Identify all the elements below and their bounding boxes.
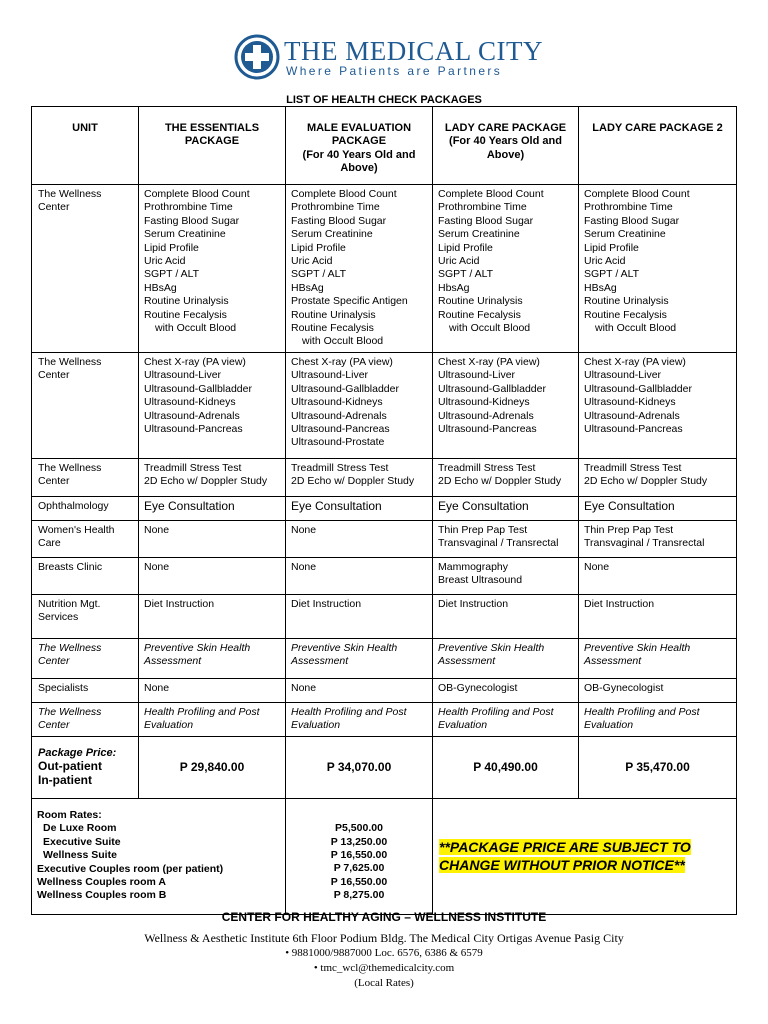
package-item: Ultrasound-Adrenals xyxy=(438,409,534,422)
package-item-cell xyxy=(139,678,286,702)
package-item: Health Profiling and Post xyxy=(291,705,407,718)
package-item-cell xyxy=(579,702,737,736)
package-item: Ultrasound-Pancreas xyxy=(144,422,243,435)
package-item: Diet Instruction xyxy=(438,597,509,610)
room-rate: P 16,550.00 xyxy=(330,875,388,888)
package-item: Uric Acid xyxy=(144,255,186,268)
package-item: HbsAg xyxy=(438,281,470,294)
header-row xyxy=(32,107,737,185)
package-item-cell xyxy=(433,458,579,496)
package-item-cell xyxy=(286,678,433,702)
header-line: PACKAGE xyxy=(184,135,240,148)
package-item: Routine Urinalysis xyxy=(144,295,229,308)
package-item-cell xyxy=(579,638,737,678)
package-item: Assessment xyxy=(291,655,349,668)
package-item: None xyxy=(291,681,317,694)
package-item-cell xyxy=(579,352,737,458)
header-essentials xyxy=(139,107,286,185)
package-item: Chest X-ray (PA view) xyxy=(144,355,246,368)
package-item: Complete Blood Count xyxy=(144,188,250,200)
package-item: Ultrasound-Pancreas xyxy=(291,422,390,435)
package-item: Evaluation xyxy=(584,719,634,732)
package-row xyxy=(32,520,737,557)
package-item: with Occult Blood xyxy=(449,322,531,335)
room-rate: P5,500.00 xyxy=(335,822,383,835)
unit-label: The Wellness xyxy=(38,641,102,654)
package-item-cell xyxy=(139,520,286,557)
package-item-cell xyxy=(579,594,737,638)
package-item: Treadmill Stress Test xyxy=(438,461,536,474)
unit-label: Specialists xyxy=(38,681,89,694)
room-label: Room Rates: xyxy=(37,808,102,821)
room-label: Executive Suite xyxy=(43,835,121,848)
room-rate xyxy=(291,809,427,822)
price-change-notice: **PACKAGE PRICE ARE SUBJECT TO CHANGE WITHOUT PRIOR NOTICE** xyxy=(439,838,691,874)
package-item: None xyxy=(291,560,317,573)
package-item: with Occult Blood xyxy=(155,322,237,335)
package-item-cell xyxy=(579,458,737,496)
unit-cell xyxy=(32,458,139,496)
package-item: SGPT / ALT xyxy=(291,268,347,281)
package-item: Chest X-ray (PA view) xyxy=(438,355,540,368)
package-item: Routine Fecalysis xyxy=(438,308,521,321)
package-row xyxy=(32,458,737,496)
package-row xyxy=(32,557,737,594)
price-row xyxy=(32,736,737,798)
package-item: 2D Echo w/ Doppler Study xyxy=(438,475,562,488)
unit-cell xyxy=(32,678,139,702)
header-lady-care-2 xyxy=(579,107,737,185)
package-item: Ultrasound-Gallbladder xyxy=(584,382,692,395)
footer-heading: CENTER FOR HEALTHY AGING – WELLNESS INSTITUTE xyxy=(221,910,547,924)
package-item: Prothrombine Time xyxy=(584,201,673,214)
unit-cell xyxy=(32,520,139,557)
unit-cell xyxy=(32,702,139,736)
unit-label: Nutrition Mgt. xyxy=(38,597,101,610)
package-item: Fasting Blood Sugar xyxy=(144,214,240,227)
brand-logo xyxy=(234,34,543,80)
package-item: Eye Consultation xyxy=(438,498,529,513)
package-item: Transvaginal / Transrectal xyxy=(438,537,559,550)
package-item: 2D Echo w/ Doppler Study xyxy=(584,475,708,488)
package-item-cell xyxy=(579,557,737,594)
package-price: P 35,470.00 xyxy=(579,736,737,798)
package-item: None xyxy=(144,523,170,536)
footer-address: Wellness & Aesthetic Institute 6th Floor Podium Bldg. The Medical City Ortigas Avenue Pasig City xyxy=(144,931,624,945)
package-item: Ultrasound-Liver xyxy=(438,369,516,382)
package-item: Ultrasound-Kidneys xyxy=(291,396,383,409)
package-price: P 40,490.00 xyxy=(433,736,579,798)
package-item: Diet Instruction xyxy=(291,597,362,610)
unit-label: The Wellness xyxy=(38,188,102,200)
price-label-cell xyxy=(32,736,139,798)
package-item: Preventive Skin Health xyxy=(144,641,251,654)
package-row xyxy=(32,496,737,520)
package-item: Health Profiling and Post xyxy=(584,705,700,718)
package-item: None xyxy=(584,560,610,573)
package-item: Serum Creatinine xyxy=(144,228,226,241)
package-item: Ultrasound-Liver xyxy=(291,369,369,382)
document-title: LIST OF HEALTH CHECK PACKAGES xyxy=(286,94,482,106)
package-item: Lipid Profile xyxy=(438,241,493,254)
unit-cell xyxy=(32,185,139,353)
package-item: Chest X-ray (PA view) xyxy=(584,355,686,368)
header-unit xyxy=(32,107,139,185)
package-item: Serum Creatinine xyxy=(438,228,520,241)
package-row xyxy=(32,352,737,458)
package-item-cell xyxy=(579,678,737,702)
package-item: Diet Instruction xyxy=(144,597,215,610)
package-item: 2D Echo w/ Doppler Study xyxy=(291,475,415,488)
header-line: LADY CARE PACKAGE 2 xyxy=(592,122,723,134)
package-item: Ultrasound-Adrenals xyxy=(584,409,680,422)
package-item: Treadmill Stress Test xyxy=(144,461,242,474)
package-item: Transvaginal / Transrectal xyxy=(584,537,705,550)
package-item-cell xyxy=(433,520,579,557)
package-item: SGPT / ALT xyxy=(438,268,494,281)
package-item: Lipid Profile xyxy=(291,241,346,254)
package-item: Treadmill Stress Test xyxy=(291,461,389,474)
header-male-evaluation xyxy=(286,107,433,185)
package-item-cell xyxy=(579,185,737,353)
package-item: Routine Urinalysis xyxy=(584,295,669,308)
header-line: THE ESSENTIALS xyxy=(164,122,260,134)
room-rates-values xyxy=(286,798,433,914)
footer-phone: • 9881000/9887000 Loc. 6576, 6386 & 6579 xyxy=(285,947,483,959)
package-item: SGPT / ALT xyxy=(584,268,640,281)
header-line: LADY CARE PACKAGE xyxy=(444,122,567,134)
package-item: Mammography xyxy=(438,560,509,573)
price-outpatient-label: Out-patient xyxy=(38,759,102,774)
room-rates-labels xyxy=(32,798,286,914)
room-rate: P 16,550.00 xyxy=(330,849,388,862)
package-item: None xyxy=(291,523,317,536)
package-item: Serum Creatinine xyxy=(584,228,666,241)
package-item-cell xyxy=(433,638,579,678)
package-item-cell xyxy=(286,352,433,458)
unit-cell xyxy=(32,557,139,594)
package-item: Ultrasound-Kidneys xyxy=(144,396,236,409)
header-unit-label: UNIT xyxy=(72,122,98,134)
package-item: Assessment xyxy=(584,655,642,668)
package-item: Complete Blood Count xyxy=(291,188,397,200)
package-item-cell xyxy=(433,594,579,638)
room-label: De Luxe Room xyxy=(43,822,117,835)
package-item: Uric Acid xyxy=(584,255,626,268)
package-item: Prothrombine Time xyxy=(438,201,527,214)
package-item-cell xyxy=(286,557,433,594)
package-item: Ultrasound-Gallbladder xyxy=(438,382,546,395)
package-item-cell xyxy=(139,702,286,736)
package-item: Ultrasound-Gallbladder xyxy=(144,382,252,395)
package-item: Health Profiling and Post xyxy=(144,705,260,718)
package-item-cell xyxy=(433,557,579,594)
package-item: Thin Prep Pap Test xyxy=(438,523,528,536)
package-item-cell xyxy=(286,594,433,638)
package-item-cell xyxy=(139,594,286,638)
package-item-cell xyxy=(139,352,286,458)
package-item: Preventive Skin Health xyxy=(438,641,545,654)
brand-name: THE MEDICAL CITY xyxy=(284,36,543,66)
price-label: Package Price: xyxy=(38,746,117,759)
package-item: Preventive Skin Health xyxy=(291,641,398,654)
medical-cross-logo-icon xyxy=(234,34,280,80)
package-item-cell xyxy=(286,638,433,678)
footer-note: (Local Rates) xyxy=(354,977,414,989)
unit-label: Center xyxy=(38,201,70,214)
package-item: with Occult Blood xyxy=(302,335,384,348)
package-item: Ultrasound-Adrenals xyxy=(291,409,387,422)
package-row xyxy=(32,702,737,736)
header-line: PACKAGE xyxy=(331,135,387,148)
package-item: Ultrasound-Liver xyxy=(584,369,662,382)
package-item-cell xyxy=(433,496,579,520)
package-item-cell xyxy=(286,702,433,736)
package-item-cell xyxy=(139,458,286,496)
package-item: Prostate Specific Antigen xyxy=(291,295,408,308)
unit-cell xyxy=(32,496,139,520)
package-item: Routine Urinalysis xyxy=(438,295,523,308)
package-item: Routine Fecalysis xyxy=(584,308,667,321)
room-rate: P 13,250.00 xyxy=(330,835,388,848)
room-label: Executive Couples room (per patient) xyxy=(37,862,224,875)
package-item-cell xyxy=(433,352,579,458)
package-item: Complete Blood Count xyxy=(584,188,690,200)
package-item: Complete Blood Count xyxy=(438,188,544,200)
package-item: Chest X-ray (PA view) xyxy=(291,355,393,368)
package-item: Eye Consultation xyxy=(584,498,675,513)
unit-label: Center xyxy=(38,369,70,382)
package-item: Fasting Blood Sugar xyxy=(438,214,534,227)
package-item: Ultrasound-Liver xyxy=(144,369,222,382)
unit-cell xyxy=(32,594,139,638)
package-item: Uric Acid xyxy=(291,255,333,268)
package-price: P 34,070.00 xyxy=(286,736,433,798)
package-item: HBsAg xyxy=(144,281,177,294)
unit-label: Breasts Clinic xyxy=(38,560,103,573)
brand-tagline: Where Patients are Partners xyxy=(286,64,503,78)
package-item: Ultrasound-Pancreas xyxy=(584,422,683,435)
package-item: Evaluation xyxy=(291,719,341,732)
header-line: Above) xyxy=(340,162,378,175)
package-item-cell xyxy=(579,520,737,557)
package-price: P 29,840.00 xyxy=(139,736,286,798)
package-item-cell xyxy=(286,185,433,353)
package-item-cell xyxy=(433,185,579,353)
header-line: Above) xyxy=(486,148,525,161)
package-item: Evaluation xyxy=(438,719,488,732)
package-item: SGPT / ALT xyxy=(144,268,200,281)
unit-label: The Wellness xyxy=(38,705,102,718)
package-item: Routine Urinalysis xyxy=(291,308,376,321)
package-item: 2D Echo w/ Doppler Study xyxy=(144,475,268,488)
package-item: Ultrasound-Kidneys xyxy=(438,396,530,409)
package-item: Uric Acid xyxy=(438,255,480,268)
package-row xyxy=(32,594,737,638)
unit-label: Center xyxy=(38,719,70,732)
footer-email: • tmc_wcl@themedicalcity.com xyxy=(313,962,455,974)
package-item: OB-Gynecologist xyxy=(438,681,518,694)
package-item: Treadmill Stress Test xyxy=(584,461,682,474)
room-label: Wellness Couples room A xyxy=(37,875,166,888)
package-item: OB-Gynecologist xyxy=(584,681,664,694)
package-item-cell xyxy=(286,520,433,557)
package-item-cell xyxy=(139,638,286,678)
room-rates-row xyxy=(32,798,737,914)
package-item: Health Profiling and Post xyxy=(438,705,554,718)
unit-label: The Wellness xyxy=(38,461,102,474)
package-item: Lipid Profile xyxy=(584,241,639,254)
package-item: Thin Prep Pap Test xyxy=(584,523,674,536)
package-item: Lipid Profile xyxy=(144,241,199,254)
unit-label: Services xyxy=(38,611,79,624)
package-item: Fasting Blood Sugar xyxy=(584,214,680,227)
room-rate: P 7,625.00 xyxy=(333,862,385,875)
packages-table xyxy=(31,106,737,915)
package-item: Ultrasound-Gallbladder xyxy=(291,382,399,395)
package-item: Assessment xyxy=(438,655,496,668)
package-item: Diet Instruction xyxy=(584,597,655,610)
package-item: None xyxy=(144,560,170,573)
package-item-cell xyxy=(286,496,433,520)
package-item: HBsAg xyxy=(291,281,324,294)
package-row xyxy=(32,185,737,353)
package-item-cell xyxy=(433,678,579,702)
room-rate: P 8,275.00 xyxy=(333,889,385,902)
price-inpatient-label: In-patient xyxy=(38,772,92,787)
package-item-cell xyxy=(433,702,579,736)
package-item: Prothrombine Time xyxy=(144,201,233,214)
package-item: Ultrasound-Prostate xyxy=(291,436,385,449)
room-label: Wellness Couples room B xyxy=(37,889,167,902)
package-item: Ultrasound-Adrenals xyxy=(144,409,240,422)
package-item-cell xyxy=(139,185,286,353)
package-item: HBsAg xyxy=(584,281,617,294)
unit-label: Center xyxy=(38,475,70,488)
unit-label: Center xyxy=(38,655,70,668)
package-item: None xyxy=(144,681,170,694)
package-item: Serum Creatinine xyxy=(291,228,373,241)
package-item: Prothrombine Time xyxy=(291,201,380,214)
package-item: Evaluation xyxy=(144,719,194,732)
room-label: Wellness Suite xyxy=(43,849,117,862)
package-item-cell xyxy=(139,557,286,594)
package-row xyxy=(32,638,737,678)
package-item: Fasting Blood Sugar xyxy=(291,214,387,227)
package-item: Eye Consultation xyxy=(144,498,235,513)
unit-label: Care xyxy=(38,537,61,550)
unit-label: Women's Health xyxy=(38,523,115,536)
unit-cell xyxy=(32,638,139,678)
header-lady-care xyxy=(433,107,579,185)
package-item: Breast Ultrasound xyxy=(438,574,523,587)
package-item: Routine Fecalysis xyxy=(144,308,227,321)
package-item: Ultrasound-Kidneys xyxy=(584,396,676,409)
package-item: with Occult Blood xyxy=(595,322,677,335)
package-item: Ultrasound-Pancreas xyxy=(438,422,537,435)
package-item-cell xyxy=(286,458,433,496)
unit-label: Ophthalmology xyxy=(38,499,109,512)
header-line: (For 40 Years Old and xyxy=(449,135,562,148)
header-line: MALE EVALUATION xyxy=(306,122,412,134)
unit-cell xyxy=(32,352,139,458)
package-item: Routine Fecalysis xyxy=(291,322,374,335)
package-item: Preventive Skin Health xyxy=(584,641,691,654)
unit-label: The Wellness xyxy=(38,355,102,368)
package-item: Assessment xyxy=(144,655,202,668)
package-row xyxy=(32,678,737,702)
header-line: (For 40 Years Old and xyxy=(302,148,416,161)
package-item: Eye Consultation xyxy=(291,498,382,513)
package-item-cell xyxy=(579,496,737,520)
price-notice-cell xyxy=(433,798,737,914)
package-item-cell xyxy=(139,496,286,520)
